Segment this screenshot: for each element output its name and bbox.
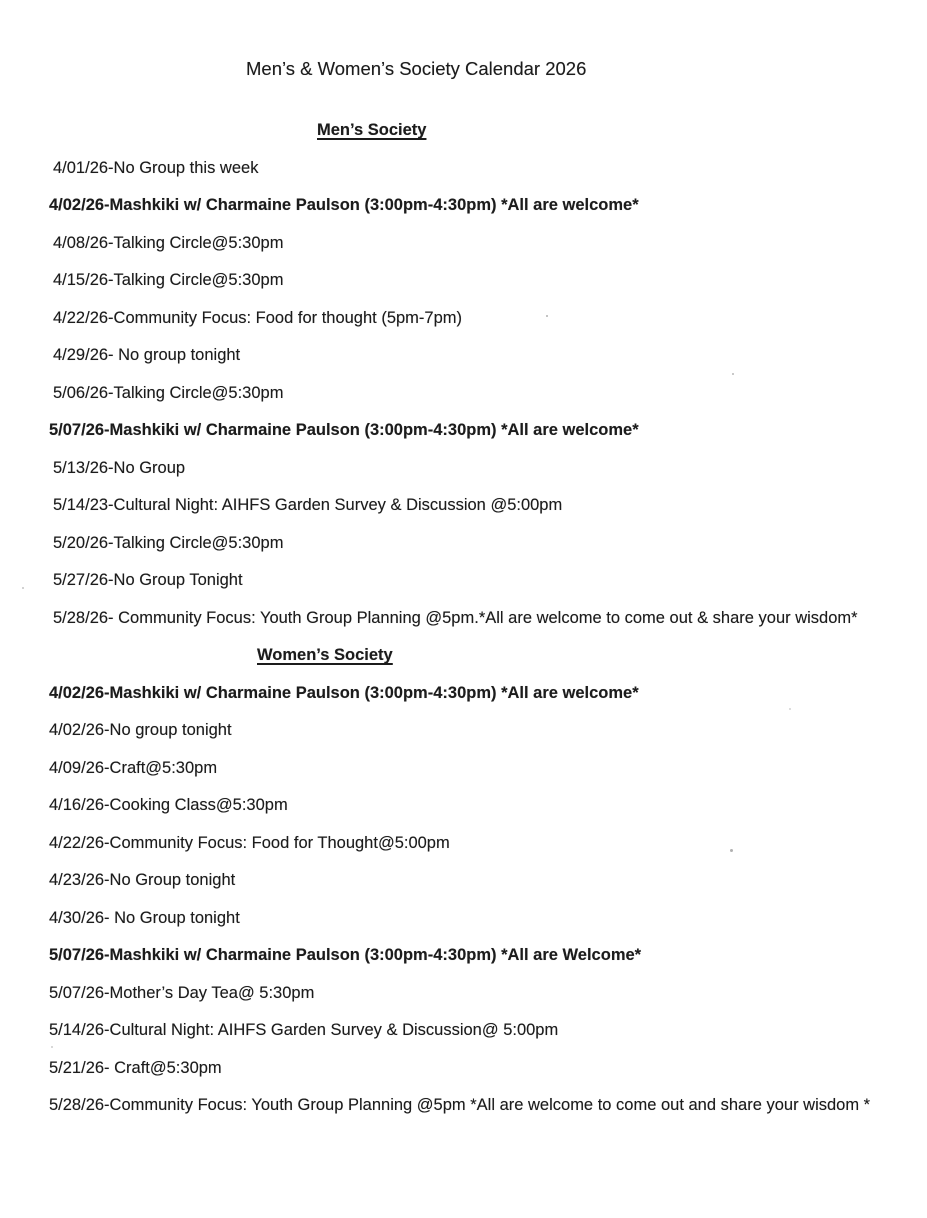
womens-society-heading [0, 637, 927, 675]
event-line: 4/02/26-Mashkiki w/ Charmaine Paulson (3:00pm-4:30pm) *All are welcome* [49, 196, 639, 215]
womens-society-heading-text: Women’s Society [257, 646, 393, 665]
scan-speck [22, 587, 24, 589]
event-line: 4/09/26-Craft@5:30pm [49, 758, 218, 777]
mens-society-heading-text: Men’s Society [317, 121, 427, 140]
event-line: 5/14/26-Cultural Night: AIHFS Garden Survey & Discussion@ 5:00pm [49, 1021, 559, 1040]
event-line: 5/21/26- Craft@5:30pm [49, 1058, 222, 1077]
event-line: 4/29/26- No group tonight [53, 346, 241, 365]
event-line: 4/22/26-Community Focus: Food for Thought@5:00pm [49, 833, 450, 852]
document-title: Men’s & Women’s Society Calendar 2026 [246, 58, 587, 79]
scan-speck [546, 315, 548, 317]
mens-society-event-list [0, 150, 927, 638]
event-line: 5/07/26-Mother’s Day Tea@ 5:30pm [49, 983, 315, 1002]
event-line: 5/28/26- Community Focus: Youth Group Planning @5pm.*All are welcome to come out & share your wisdom* [53, 608, 858, 627]
scan-speck [789, 708, 791, 710]
event-line: 5/06/26-Talking Circle@5:30pm [53, 383, 284, 402]
event-line: 5/20/26-Talking Circle@5:30pm [53, 533, 284, 552]
event-line: 4/01/26-No Group this week [53, 158, 259, 177]
event-line: 4/02/26-No group tonight [49, 721, 232, 740]
event-line: 4/08/26-Talking Circle@5:30pm [53, 233, 284, 252]
event-line: 4/02/26-Mashkiki w/ Charmaine Paulson (3:00pm-4:30pm) *All are welcome* [49, 683, 639, 702]
event-line: 5/28/26-Community Focus: Youth Group Planning @5pm *All are welcome to come out and share your wisdom * [49, 1096, 871, 1115]
event-line: 5/14/23-Cultural Night: AIHFS Garden Survey & Discussion @5:00pm [53, 496, 563, 515]
scan-speck [732, 373, 734, 375]
event-line: 5/07/26-Mashkiki w/ Charmaine Paulson (3:00pm-4:30pm) *All are Welcome* [49, 946, 642, 965]
event-line: 4/22/26-Community Focus: Food for thought (5pm-7pm) [53, 308, 463, 327]
event-line: 4/23/26-No Group tonight [49, 871, 236, 890]
calendar-content [0, 112, 927, 1125]
scan-speck [51, 1046, 53, 1048]
event-line: 5/27/26-No Group Tonight [53, 571, 243, 590]
womens-society-event-list [0, 675, 927, 1125]
event-line: 5/07/26-Mashkiki w/ Charmaine Paulson (3:00pm-4:30pm) *All are welcome* [49, 421, 639, 440]
event-line: 4/15/26-Talking Circle@5:30pm [53, 271, 284, 290]
mens-society-heading [0, 112, 927, 150]
event-line: 5/13/26-No Group [53, 458, 186, 477]
event-line: 4/16/26-Cooking Class@5:30pm [49, 796, 288, 815]
scan-speck [730, 849, 733, 852]
event-line: 4/30/26- No Group tonight [49, 908, 240, 927]
